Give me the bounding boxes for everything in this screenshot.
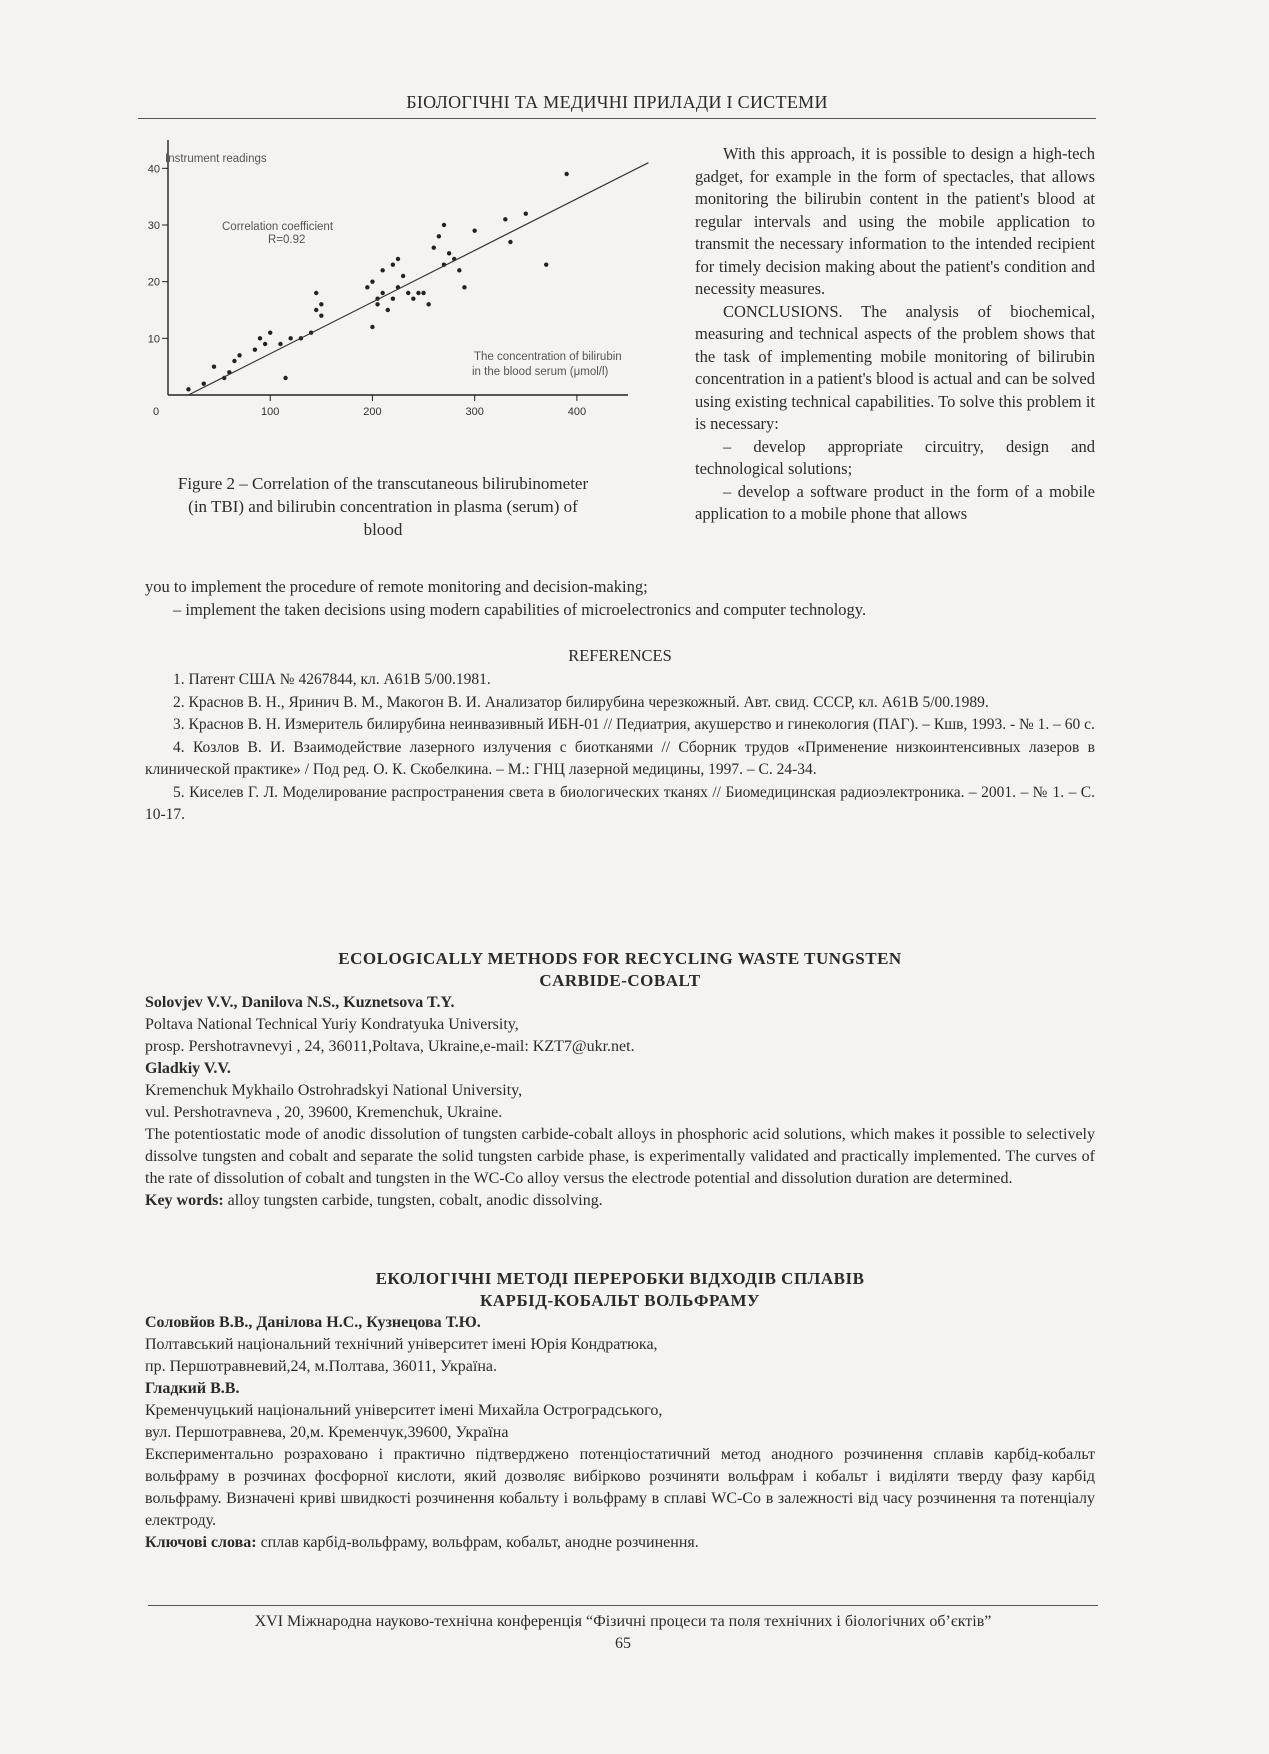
header-rule (138, 118, 1096, 119)
conference-name: XVI Міжнародна науково-технічна конференція “Фізичні процеси та поля технічних і біологічних об’єктів” (254, 1613, 992, 1630)
scatter-figure (140, 140, 685, 440)
ukrainian-authors-1: Соловйов В.В., Данілова Н.С., Кузнецова Т.Ю. (145, 1314, 481, 1331)
data-point (186, 387, 190, 391)
reference-item: 5. Киселев Г. Л. Моделирование распространения света в биологических тканях // Биомедицинская радиоэлектроника. – 2001. – № 1. – С. 10-17. (145, 783, 1095, 823)
data-point (416, 291, 420, 295)
data-point (406, 291, 410, 295)
data-point (391, 296, 395, 300)
data-point (237, 353, 241, 357)
scatter-chart (140, 140, 685, 440)
data-point (212, 364, 216, 368)
x-axis-label-line-1: The concentration of bilirubin (474, 351, 622, 363)
x-tick-label: 0 (152, 406, 160, 418)
data-point (426, 302, 430, 306)
footer-rule (148, 1605, 1098, 1606)
continuation-text (145, 576, 1095, 621)
data-point (462, 285, 466, 289)
data-point (442, 223, 446, 227)
ukrainian-keywords (145, 1532, 1095, 1554)
list-item-software: – develop a software product in the form of a mobile application to a mobile phone that allows (695, 481, 1095, 523)
y-tick-label: 30 (147, 220, 160, 232)
data-point (232, 359, 236, 363)
y-tick-label: 20 (147, 276, 160, 289)
english-affiliation-1b: prosp. Pershotravnevyi , 24, 36011,Poltava, Ukraine,e-mail: KZT7@ukr.net. (145, 1038, 635, 1055)
references-heading: REFERENCES (568, 646, 672, 665)
data-point (386, 308, 390, 312)
ukrainian-authors-2: Гладкий В.В. (145, 1380, 240, 1397)
footer (148, 1611, 1098, 1655)
english-title-line-2: CARBIDE-COBALT (539, 971, 701, 990)
ukrainian-abstract: Експериментально розраховано і практично підтверджено потенціостатичний метод анодного розчинення сплавів карбід-кобальт вольфраму в розчинах фосфорної кислоти, який дозволяє вибірково розчиняти вольфрам і кобальт і виділяти тверду фазу карбід вольфраму. Визначені криві швидкості розчинення кобальту і вольфраму в сплаві WC-Co в залежності від часу розчинення та потенціалу електроду. (145, 1446, 1095, 1529)
english-title-line-1: ECOLOGICALLY METHODS FOR RECYCLING WASTE TUNGSTEN (338, 949, 902, 968)
data-point (319, 313, 323, 317)
running-header: БІОЛОГІЧНІ ТА МЕДИЧНІ ПРИЛАДИ І СИСТЕМИ (406, 92, 828, 112)
reference-item: 1. Патент США № 4267844, кл. A61B 5/00.1981. (173, 671, 491, 688)
english-keywords-text: alloy tungsten carbide, tungsten, cobalt, anodic dissolving. (223, 1192, 603, 1209)
english-affiliation-1a: Poltava National Technical Yuriy Kondratyuka University, (145, 1016, 519, 1033)
data-point (314, 308, 318, 312)
data-point (472, 228, 476, 232)
data-point (447, 251, 451, 255)
x-tick-label: 400 (567, 406, 587, 418)
data-point (457, 268, 461, 272)
data-point (380, 268, 384, 272)
data-point (375, 302, 379, 306)
annotation-line-1: Correlation coefficient (222, 221, 334, 233)
data-point (370, 325, 374, 329)
data-point (401, 274, 405, 278)
english-abstract: The potentiostatic mode of anodic dissolution of tungsten carbide-cobalt alloys in phosphoric acid solutions, which makes it possible to selectively dissolve tungsten and cobalt and separate the solid tungsten carbide phase, is experimentally validated and practically implemented. The curves of the rate of dissolution of cobalt and tungsten in the WC-Co alloy versus the electrode potential and dissolution duration are determined. (145, 1126, 1095, 1187)
data-point (391, 262, 395, 266)
english-affiliation-2a: Kremenchuk Mykhailo Ostrohradskyi National University, (145, 1082, 523, 1099)
data-point (380, 291, 384, 295)
ukrainian-article (145, 1268, 1095, 1554)
data-point (396, 257, 400, 261)
reference-item: 4. Козлов В. И. Взаимодействие лазерного излучения с биотканями // Сборник трудов «Применение низкоинтенсивных лазеров в клинической практике» / Под ред. О. К. Скобелкина. – М.: ГНЦ лазерной медицины, 1997. – С. 24-34. (145, 738, 1095, 778)
y-axis-label: Instrument readings (165, 153, 267, 165)
data-point (283, 376, 287, 380)
list-item-circuitry: – develop appropriate circuitry, design and technological solutions; (695, 436, 1095, 478)
reference-item: 3. Краснов В. Н. Измеритель билирубина неинвазивный ИБН-01 // Педиатрия, акушерство и гинекология (ПАГ). – Кшв, 1993. - № 1. – 60 с. (173, 716, 1095, 733)
data-point (253, 347, 257, 351)
figure-caption: Figure 2 – Correlation of the transcutaneous bilirubinometer (in TBI) and bilirubin concentration in plasma (serum) of blood (177, 474, 589, 539)
y-tick-label: 40 (147, 163, 160, 176)
data-point (544, 262, 548, 266)
english-keywords (145, 1190, 1095, 1212)
data-point (370, 279, 374, 283)
data-point (314, 291, 318, 295)
ukrainian-affiliation-2b: вул. Першотравнева, 20,м. Кременчук,39600, Україна (145, 1424, 509, 1441)
english-authors-1: Solovjev V.V., Danilova N.S., Kuznetsova T.Y. (145, 994, 455, 1011)
right-column-text (695, 143, 1095, 526)
paragraph-conclusions: CONCLUSIONS. The analysis of biochemical, measuring and technical aspects of the problem shows that the task of implementing mobile monitoring of bilirubin concentration in a patient's blood is actual and can be solved using existing technical capabilities. To solve this problem it is necessary: (695, 301, 1095, 433)
data-point (365, 285, 369, 289)
data-point (319, 302, 323, 306)
english-article (145, 948, 1095, 1212)
x-tick-label: 200 (363, 406, 382, 418)
data-point (524, 211, 528, 215)
data-point (202, 381, 206, 385)
ukrainian-affiliation-1b: пр. Першотравневий,24, м.Полтава, 36011, Україна. (145, 1358, 498, 1375)
ukrainian-title-line-1: ЕКОЛОГІЧНІ МЕТОДІ ПЕРЕРОБКИ ВІДХОДІВ СПЛАВІВ (375, 1269, 865, 1288)
x-axis-label-line-2: in the blood serum (μmol/l) (472, 366, 609, 378)
data-point (503, 217, 507, 221)
continuation-line-1: you to implement the procedure of remote monitoring and decision-making; (145, 577, 648, 596)
data-point (288, 336, 292, 340)
data-point (564, 172, 568, 176)
references-list (145, 669, 1095, 827)
data-point (258, 336, 262, 340)
data-point (411, 296, 415, 300)
ukrainian-keywords-text: сплав карбід-вольфраму, вольфрам, кобальт, анодне розчинення. (256, 1534, 699, 1551)
english-keywords-label: Key words: (145, 1192, 224, 1209)
data-point (437, 234, 441, 238)
ukrainian-affiliation-1a: Полтавський національний технічний університет імені Юрія Кондратюка, (145, 1336, 658, 1353)
x-tick-label: 300 (465, 406, 484, 418)
data-point (268, 330, 272, 334)
reference-item: 2. Краснов В. Н., Яринич В. М., Макогон В. И. Анализатор билирубина черезкожный. Авт. свид. СССР, кл. A61B 5/00.1989. (173, 693, 989, 711)
y-tick-label: 10 (147, 333, 160, 346)
ukrainian-title-line-2: КАРБІД-КОБАЛЬТ ВОЛЬФРАМУ (479, 1291, 761, 1310)
continuation-line-2: – implement the taken decisions using modern capabilities of microelectronics and computer technology. (173, 599, 867, 619)
data-point (508, 240, 512, 244)
data-point (263, 342, 267, 346)
paragraph-approach: With this approach, it is possible to design a high-tech gadget, for example in the form of spectacles, that allows monitoring the bilirubin content in the patient's blood at regular intervals and using the mobile application to transmit the necessary information to the intended recipient for timely decision making about the patient's condition and necessity measures. (695, 144, 1095, 298)
ukrainian-keywords-label: Ключові слова: (145, 1534, 257, 1551)
data-point (432, 245, 436, 249)
data-point (278, 342, 282, 346)
english-affiliation-2b: vul. Pershotravneva , 20, 39600, Kremenchuk, Ukraine. (145, 1104, 503, 1121)
page-number: 65 (615, 1635, 631, 1652)
annotation-line-2: R=0.92 (268, 234, 306, 246)
english-authors-2: Gladkiy V.V. (145, 1060, 231, 1077)
x-tick-label: 100 (261, 406, 280, 418)
chart-ticks (148, 163, 586, 418)
data-point (421, 291, 425, 295)
ukrainian-affiliation-2a: Кременчуцький національний університет імені Михайла Остроградського, (145, 1402, 663, 1419)
